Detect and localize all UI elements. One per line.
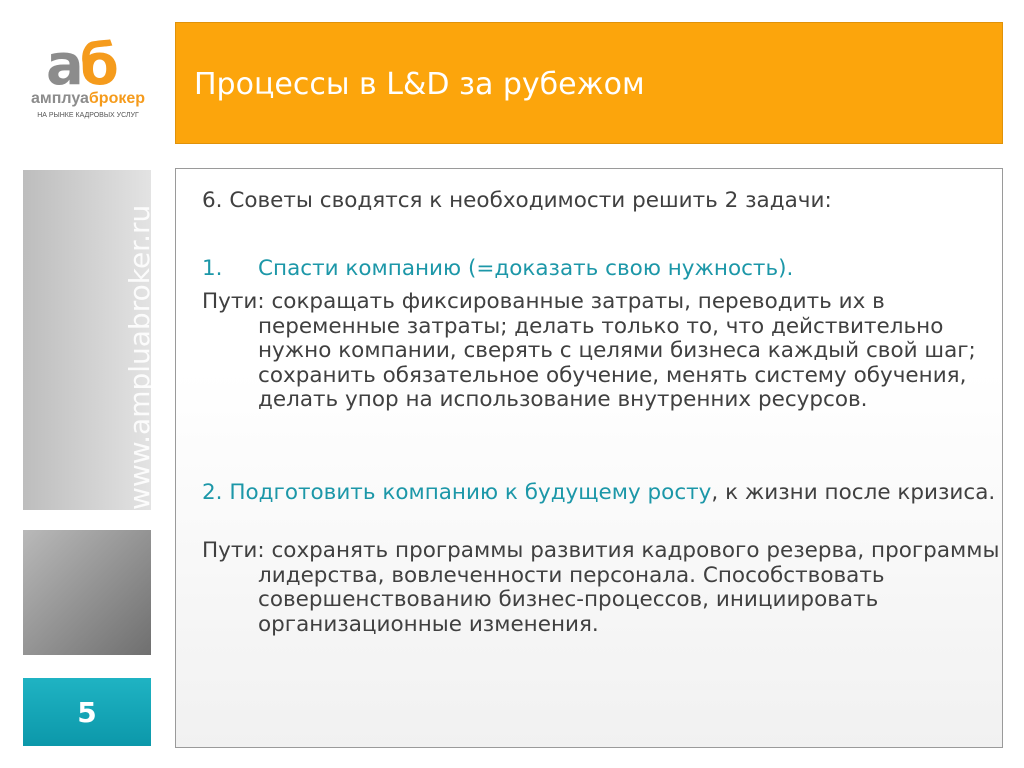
task-2-rest: , к жизни после кризиса. xyxy=(711,480,996,505)
paths-2: Пути: сохранять программы развития кадрового резерва, программы лидерства, вовлеченности персонала. Способствовать совершенствованию бизнес-процессов, инициировать организационные изменения. xyxy=(202,538,1000,637)
logo-wordmark xyxy=(18,90,158,108)
sidebar-url-panel xyxy=(23,170,156,510)
logo-word-gray: амплуа xyxy=(30,90,89,107)
company-logo xyxy=(18,33,158,126)
task-2 xyxy=(202,481,1003,506)
intro-text: 6. Советы сводятся к необходимости решить 2 задачи: xyxy=(202,188,832,213)
logo-word-orange: брокер xyxy=(88,90,146,107)
content-panel xyxy=(175,168,1003,748)
task-1-number: 1. xyxy=(202,256,223,281)
sidebar-decor-block xyxy=(23,530,151,655)
slide-title: Процессы в L&D за рубежом xyxy=(194,67,645,102)
logo-tagline: НА РЫНКЕ КАДРОВЫХ УСЛУГ xyxy=(37,112,139,119)
page-number: 5 xyxy=(77,696,97,729)
task-1 xyxy=(202,257,793,282)
task-2-title: 2. Подготовить компанию к будущему росту xyxy=(202,480,712,505)
logo-mark-a: а xyxy=(46,33,80,98)
logo-mark-b: б xyxy=(79,33,115,98)
slide-header xyxy=(175,22,1003,144)
task-1-text: Спасти компанию (=доказать свою нужность). xyxy=(258,256,794,281)
logo-mark xyxy=(46,33,146,98)
website-url: www.ampluabroker.ru xyxy=(123,204,156,510)
paths-1: Пути: сокращать фиксированные затраты, переводить их в переменные затраты; делать только то, что действительно нужно компании, сверять с целями бизнеса каждый свой шаг; сохранить обязательное обучение, менять систему обучения, делать упор на использование внутренних ресурсов. xyxy=(202,289,976,412)
page-number-box xyxy=(23,678,151,746)
